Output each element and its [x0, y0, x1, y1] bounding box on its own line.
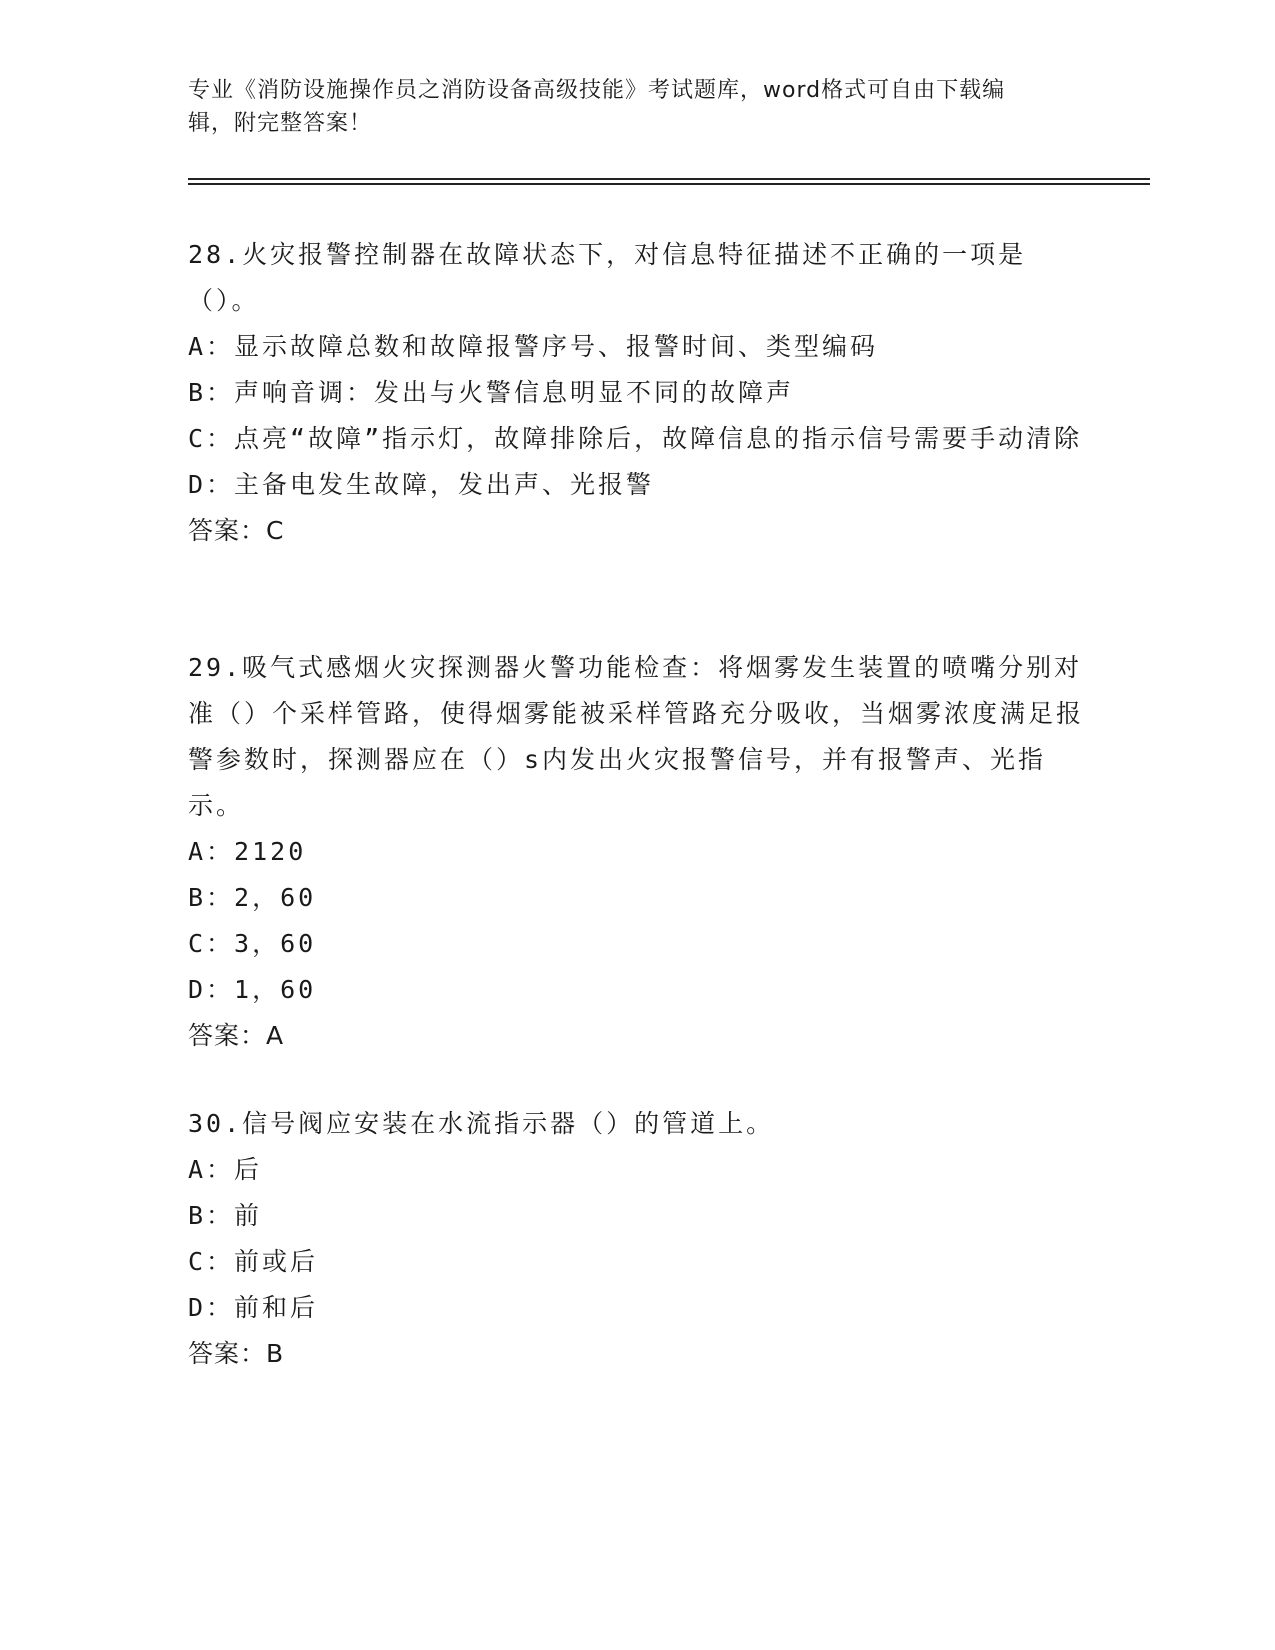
question-stem: 28.火灾报警控制器在故障状态下，对信息特征描述不正确的一项是（）。 [188, 240, 1027, 315]
option-d: D：前和后 [188, 1293, 319, 1322]
option-b: B：2，60 [188, 883, 317, 912]
header-divider-top [188, 178, 1150, 180]
header-divider-bottom [188, 183, 1150, 185]
option-c: C：3，60 [188, 929, 317, 958]
answer-label: 答案：C [188, 516, 285, 545]
option-a: A：2120 [188, 837, 307, 866]
question-28 [188, 232, 1088, 554]
option-c: C：前或后 [188, 1247, 319, 1276]
question-29 [188, 645, 1088, 1059]
option-b: B：声响音调：发出与火警信息明显不同的故障声 [188, 378, 795, 407]
answer-label: 答案：A [188, 1021, 285, 1050]
option-a: A：显示故障总数和故障报警序号、报警时间、类型编码 [188, 332, 879, 361]
option-d: D：1，60 [188, 975, 317, 1004]
question-stem: 30.信号阀应安装在水流指示器（）的管道上。 [188, 1109, 775, 1138]
option-b: B：前 [188, 1201, 263, 1230]
header-line-2: 辑，附完整答案！ [188, 111, 373, 136]
question-30 [188, 1101, 1088, 1377]
option-a: A：后 [188, 1155, 263, 1184]
option-d: D：主备电发生故障，发出声、光报警 [188, 470, 655, 499]
document-header [188, 74, 1088, 140]
option-c: C：点亮“故障”指示灯，故障排除后，故障信息的指示信号需要手动清除 [188, 424, 1083, 453]
question-stem: 29.吸气式感烟火灾探测器火警功能检查：将烟雾发生装置的喷嘴分别对准（）个采样管路，使得烟雾能被采样管路充分吸收，当烟雾浓度满足报警参数时，探测器应在（）s内发出火灾报警信号，并有报警声、光指示。 [188, 653, 1085, 820]
header-line-1: 专业《消防设施操作员之消防设备高级技能》考试题库，word格式可自由下载编 [188, 78, 1006, 103]
answer-label: 答案：B [188, 1339, 285, 1368]
